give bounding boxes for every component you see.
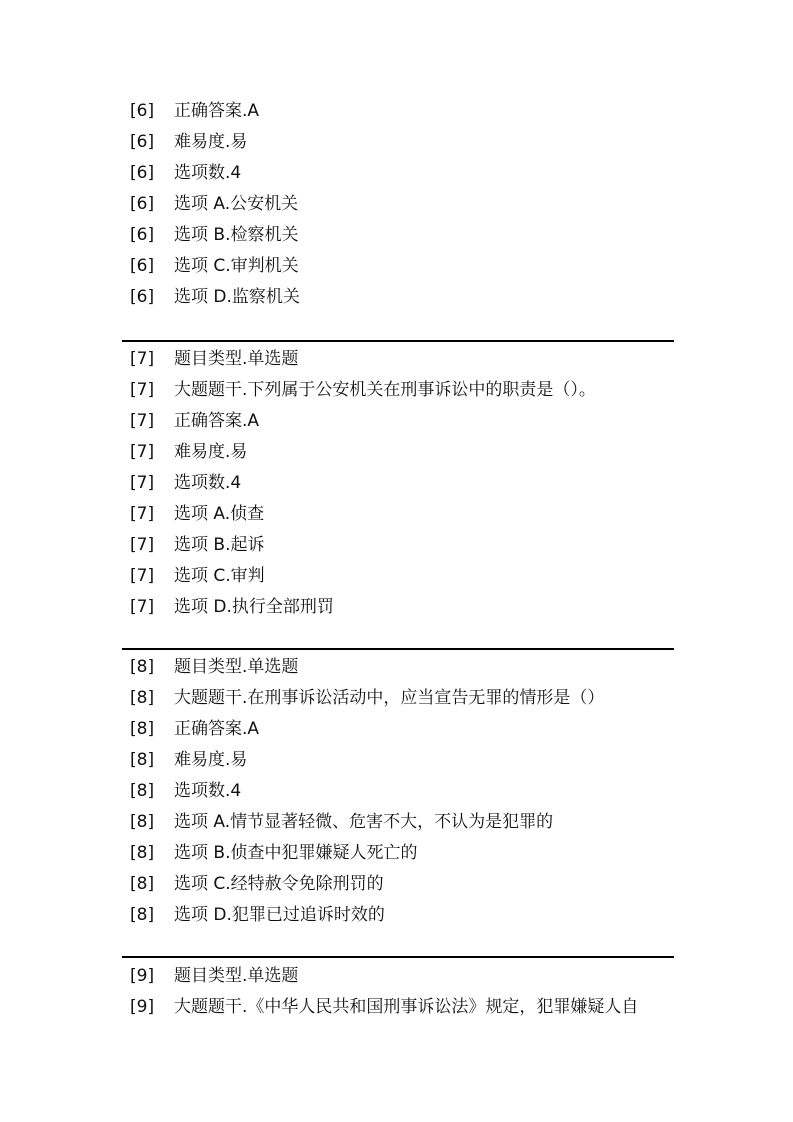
line-text: 正确答案.A (174, 101, 260, 121)
question-number: [7] (130, 380, 155, 400)
question-6-line (122, 189, 674, 220)
question-6-line (122, 127, 674, 158)
line-text: 题目类型.单选题 (174, 349, 299, 369)
line-text: 选项 A.公安机关 (174, 194, 299, 214)
question-number: [7] (130, 597, 155, 617)
question-number: [7] (130, 473, 155, 493)
line-text: 题目类型.单选题 (174, 657, 299, 677)
question-9-line (122, 992, 674, 1023)
question-number: [6] (130, 225, 155, 245)
line-text: 选项 B.侦查中犯罪嫌疑人死亡的 (174, 843, 418, 863)
line-text: 选项数.4 (174, 163, 242, 183)
question-number: [8] (130, 750, 155, 770)
line-text: 选项 B.检察机关 (174, 225, 299, 245)
question-7-line (122, 375, 674, 406)
line-text: 选项 D.犯罪已过追诉时效的 (174, 905, 385, 925)
question-number: [8] (130, 657, 155, 677)
line-text: 难易度.易 (174, 442, 248, 462)
question-8-line (122, 807, 674, 838)
line-text: 正确答案.A (174, 719, 260, 739)
question-number: [7] (130, 349, 155, 369)
question-9-line (122, 961, 674, 992)
question-number: [7] (130, 411, 155, 431)
line-text: 选项 D.执行全部刑罚 (174, 597, 334, 617)
question-6-line (122, 282, 674, 313)
line-text: 大题题干.在刑事诉讼活动中，应当宣告无罪的情形是（） (174, 688, 605, 708)
question-6-block (122, 96, 674, 313)
question-6-line (122, 251, 674, 282)
question-8-block (122, 648, 674, 931)
question-7-line (122, 406, 674, 437)
line-text: 选项 C.审判机关 (174, 256, 299, 276)
question-7-line (122, 592, 674, 623)
question-7-line (122, 499, 674, 530)
question-number: [6] (130, 101, 155, 121)
question-number: [6] (130, 194, 155, 214)
question-number: [9] (130, 997, 155, 1017)
question-7-line (122, 344, 674, 375)
line-text: 选项 A.侦查 (174, 504, 265, 524)
question-number: [8] (130, 781, 155, 801)
question-6-line (122, 220, 674, 251)
question-7-line (122, 530, 674, 561)
question-number: [6] (130, 163, 155, 183)
question-number: [7] (130, 442, 155, 462)
question-number: [6] (130, 132, 155, 152)
line-text: 难易度.易 (174, 750, 248, 770)
question-6-line (122, 96, 674, 127)
question-number: [8] (130, 812, 155, 832)
question-number: [8] (130, 688, 155, 708)
line-text: 正确答案.A (174, 411, 260, 431)
question-8-line (122, 714, 674, 745)
line-text: 题目类型.单选题 (174, 966, 299, 986)
question-8-line (122, 900, 674, 931)
line-text: 选项 A.情节显著轻微、危害不大，不认为是犯罪的 (174, 812, 554, 832)
question-number: [8] (130, 719, 155, 739)
question-7-line (122, 468, 674, 499)
question-7-line (122, 561, 674, 592)
question-number: [7] (130, 566, 155, 586)
question-number: [7] (130, 535, 155, 555)
question-number: [6] (130, 256, 155, 276)
question-7-block (122, 340, 674, 623)
question-8-line (122, 745, 674, 776)
question-8-line (122, 683, 674, 714)
question-8-line (122, 838, 674, 869)
question-8-line (122, 869, 674, 900)
line-text: 难易度.易 (174, 132, 248, 152)
question-8-line (122, 776, 674, 807)
question-7-line (122, 437, 674, 468)
line-text: 选项 D.监察机关 (174, 287, 300, 307)
question-9-block (122, 956, 674, 1023)
question-number: [6] (130, 287, 155, 307)
question-number: [8] (130, 905, 155, 925)
question-8-line (122, 652, 674, 683)
question-number: [8] (130, 843, 155, 863)
line-text: 大题题干.下列属于公安机关在刑事诉讼中的职责是（）。 (174, 380, 596, 400)
question-number: [7] (130, 504, 155, 524)
line-text: 选项数.4 (174, 781, 242, 801)
line-text: 选项 B.起诉 (174, 535, 265, 555)
question-number: [9] (130, 966, 155, 986)
line-text: 选项 C.审判 (174, 566, 265, 586)
line-text: 大题题干.《中华人民共和国刑事诉讼法》规定，犯罪嫌疑人自 (174, 997, 639, 1017)
question-number: [8] (130, 874, 155, 894)
question-6-line (122, 158, 674, 189)
line-text: 选项 C.经特赦令免除刑罚的 (174, 874, 384, 894)
line-text: 选项数.4 (174, 473, 242, 493)
